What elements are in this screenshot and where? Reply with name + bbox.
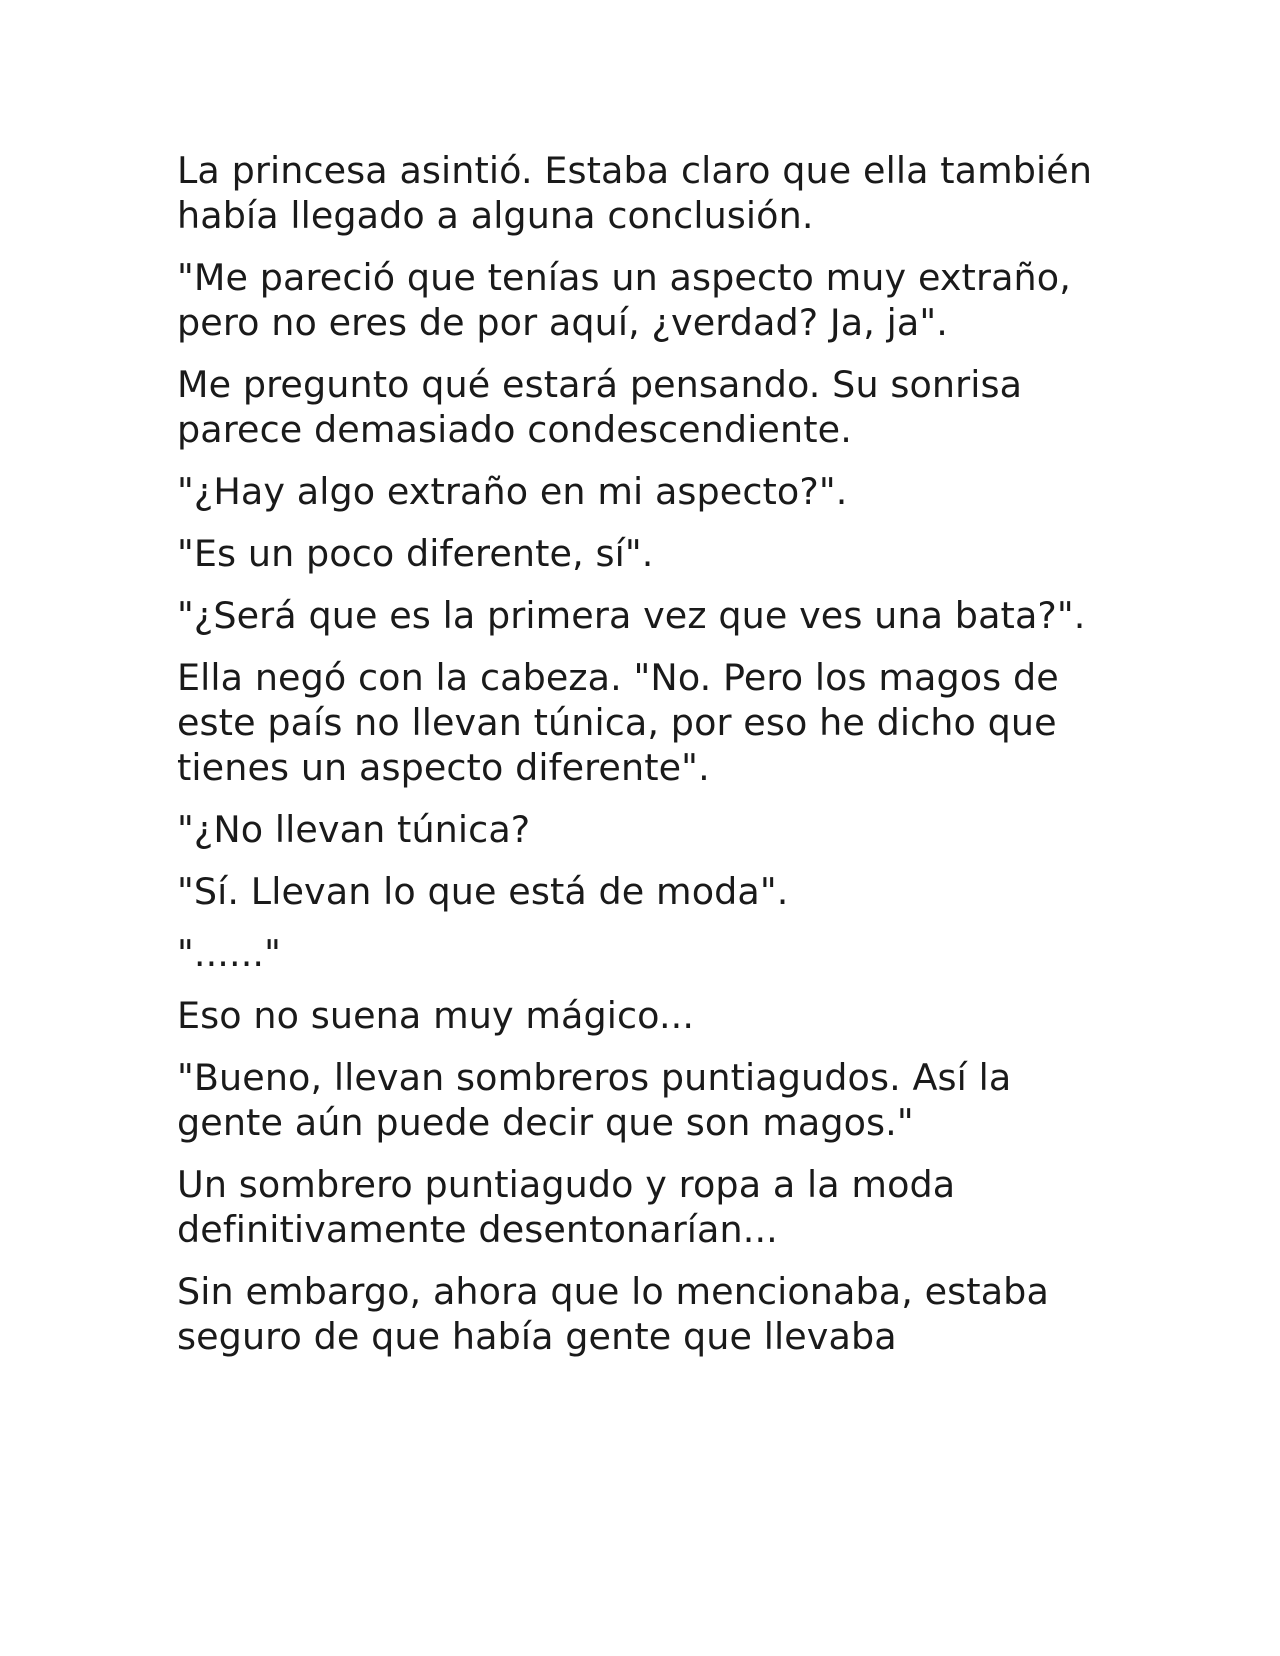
paragraph-1: La princesa asintió. Estaba claro que ella también había llegado a alguna conclusión. — [177, 149, 1093, 237]
paragraph-9: "Sí. Llevan lo que está de moda". — [177, 870, 789, 913]
paragraph-12: "Bueno, llevan sombreros puntiagudos. Así la gente aún puede decir que son magos." — [177, 1056, 1012, 1144]
paragraph-14: Sin embargo, ahora que lo mencionaba, estaba seguro de que había gente que llevaba — [177, 1270, 1049, 1358]
paragraph-8: "¿No llevan túnica? — [177, 808, 531, 851]
paragraph-3: Me pregunto qué estará pensando. Su sonrisa parece demasiado condescendiente. — [177, 363, 1023, 451]
document-body — [177, 148, 1117, 1376]
paragraph-13: Un sombrero puntiagudo y ropa a la moda definitivamente desentonarían... — [177, 1163, 956, 1251]
paragraph-11: Eso no suena muy mágico... — [177, 994, 695, 1037]
paragraph-6: "¿Será que es la primera vez que ves una bata?". — [177, 594, 1086, 637]
paragraph-7: Ella negó con la cabeza. "No. Pero los magos de este país no llevan túnica, por eso he dicho que tienes un aspecto diferente". — [177, 656, 1059, 789]
paragraph-2: "Me pareció que tenías un aspecto muy extraño, pero no eres de por aquí, ¿verdad? Ja, ja". — [177, 256, 1071, 344]
paragraph-5: "Es un poco diferente, sí". — [177, 532, 654, 575]
paragraph-10: "......" — [177, 932, 281, 975]
paragraph-4: "¿Hay algo extraño en mi aspecto?". — [177, 470, 848, 513]
